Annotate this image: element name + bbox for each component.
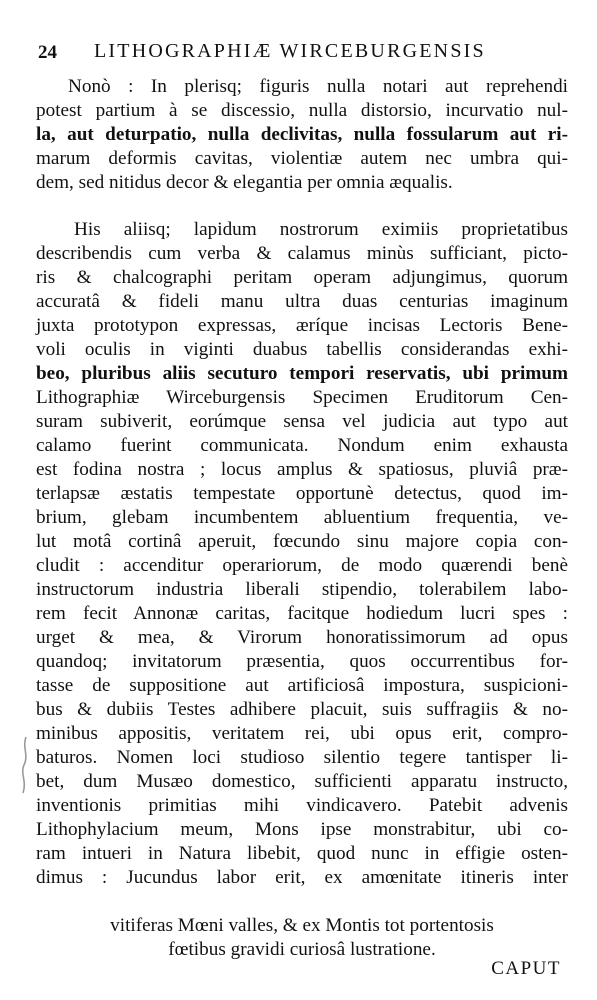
text-line: Nonò : In plerisq; figuris nulla notari aut reprehendi xyxy=(68,76,568,97)
paragraph-2 xyxy=(36,218,568,890)
text-line: quandoq; invitatorum præsentia, quos occurrentibus for- xyxy=(36,651,568,672)
text-line: vitiferas Mœni valles, & ex Montis tot portentosis xyxy=(110,915,494,936)
page-number: 24 xyxy=(38,42,57,63)
text-line: ram intueri in Natura libebit, quod nunc in effigie osten- xyxy=(36,843,568,864)
text-line: His aliisq; lapidum nostrorum eximiis proprietatibus xyxy=(74,219,568,240)
text-line: fœtibus gravidi curiosâ lustratione. xyxy=(168,939,436,960)
text-line: calamo fuerint communicata. Nondum enim exhausta xyxy=(36,435,568,456)
text-line: rem fecit Annonæ caritas, facitque hodiedum lucri spes : xyxy=(36,603,568,624)
text-line: bus & dubiis Testes adhibere placuit, suis suffragiis & no- xyxy=(36,699,568,720)
text-line: potest partium à se discessio, nulla distorsio, incurvatio nul- xyxy=(36,100,568,121)
text-line: la, aut deturpatio, nulla declivitas, nulla fossularum aut ri- xyxy=(36,124,568,145)
text-line: tasse de suppositione aut artificiosâ impostura, suspicioni- xyxy=(36,675,568,696)
catchword: CAPUT xyxy=(491,958,561,979)
text-line: urget & mea, & Virorum honoratissimorum ad opus xyxy=(36,627,568,648)
text-line: accuratâ & fideli manu ultra duas centurias imaginum xyxy=(36,291,568,312)
text-line: suram subiverit, eorúmque sensa vel judicia aut typo aut xyxy=(36,411,568,432)
text-line: marum deformis cavitas, violentiæ autem nec umbra qui- xyxy=(36,148,568,169)
text-line: juxta prototypon expressas, æríque incisas Lectoris Bene- xyxy=(36,315,568,336)
text-line: terlapsæ æstatis tempestate opportunè detectus, quod im- xyxy=(36,483,568,504)
text-line: cludit : accenditur operariorum, de modo quærendi benè xyxy=(36,555,568,576)
paragraph-1 xyxy=(36,75,568,195)
text-line: ris & chalcographi peritam operam adjungimus, quorum xyxy=(36,267,568,288)
text-line: minibus appositis, veritatem rei, ubi opus erit, compro- xyxy=(36,723,568,744)
text-line: baturos. Nomen loci studioso silentio tegere tantisper li- xyxy=(36,747,568,768)
text-line: lut motâ cortinâ aperuit, fœcundo sinu majore copia con- xyxy=(36,531,568,552)
text-line: Lithographiæ Wirceburgensis Specimen Eruditorum Cen- xyxy=(36,387,568,408)
text-line: est fodina nostra ; locus amplus & spatiosus, pluviâ præ- xyxy=(36,459,568,480)
margin-ink-mark xyxy=(16,735,34,795)
text-line: instructorum industria liberali stipendio, tolerabilem labo- xyxy=(36,579,568,600)
text-line: Lithophylacium meum, Mons ipse monstrabitur, ubi co- xyxy=(36,819,568,840)
text-line: brium, glebam incumbentem abluentium frequentia, ve- xyxy=(36,507,568,528)
closing-lines xyxy=(36,914,568,962)
text-line: bet, dum Musæo domestico, sufficienti apparatu instructo, xyxy=(36,771,568,792)
text-line: voli oculis in viginti duabus tabellis considerandas exhi- xyxy=(36,339,568,360)
text-line: beo, pluribus aliis secuturo tempori reservatis, ubi primum xyxy=(36,363,568,384)
running-title: LITHOGRAPHIÆ WIRCEBURGENSIS xyxy=(94,40,486,62)
text-line: dimus : Jucundus labor erit, ex amœnitate itineris inter xyxy=(36,867,568,888)
text-line: describendis cum verba & calamus minùs sufficiant, picto- xyxy=(36,243,568,264)
page-header xyxy=(38,40,568,66)
text-line: inventionis primitias mihi vindicavero. Patebit advenis xyxy=(36,795,568,816)
text-line: dem, sed nitidus decor & elegantia per omnia æqualis. xyxy=(36,172,453,193)
